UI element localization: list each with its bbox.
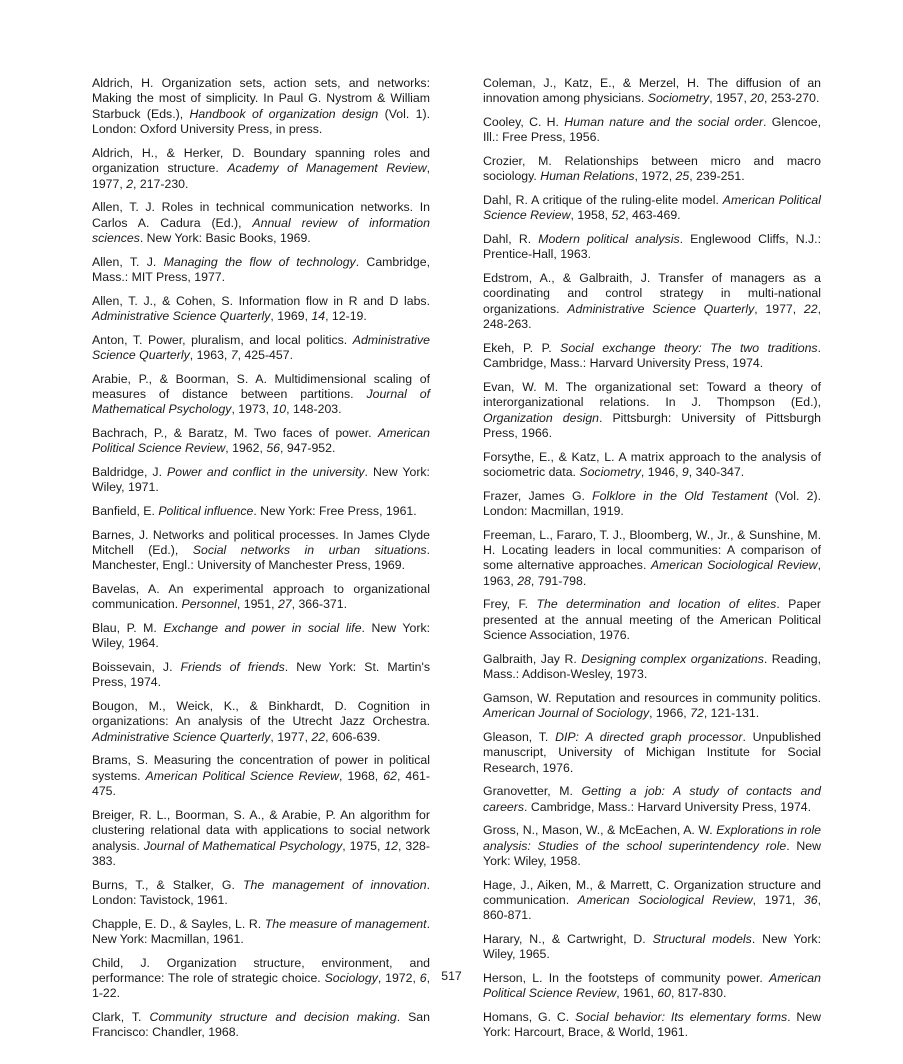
reference-text: , 253-270. (763, 91, 820, 106)
reference-text: Forsythe, E., & Katz, L. A matrix approach to the analysis of sociometric data. (483, 449, 821, 480)
reference-entry (92, 294, 430, 325)
reference-text: , 1968, (339, 768, 384, 783)
reference-italic-title: American Sociological Review (650, 558, 818, 573)
reference-entry (483, 597, 821, 643)
reference-text: Allen, T. J. Roles in technical communication networks. In Carlos A. Cadura (Ed.), (92, 200, 430, 230)
reference-text: Cooley, C. H. (483, 115, 565, 129)
reference-italic-title: Administrative Science Quarterly (92, 309, 271, 324)
reference-entry (92, 753, 430, 799)
left-reference-column (92, 76, 430, 1049)
reference-entry (483, 380, 821, 442)
reference-text: Bavelas, A. An experimental approach to organizational communication. (92, 582, 430, 612)
reference-text: , 1977, (270, 729, 312, 744)
reference-text: Herson, L. In the footsteps of community power. (483, 971, 770, 986)
reference-entry (483, 932, 821, 963)
reference-text: Evan, W. M. The organizational set: Toward a theory of interorganizational relations. In J. Thompson (Ed.), (483, 379, 821, 410)
reference-italic-title: 10 (272, 402, 287, 417)
reference-text: . Glencoe, Ill.: Free Press, 1956. (483, 115, 821, 145)
reference-text: Boissevain, J. (92, 660, 181, 675)
reference-italic-title: Folklore in the Old Testament (592, 488, 768, 503)
reference-italic-title: Power and conflict in the university (167, 465, 365, 480)
reference-text: , 1963, (189, 348, 231, 363)
reference-italic-title: Administrative Science Quarterly (567, 301, 755, 316)
reference-text: . Reading, Mass.: Addison-Wesley, 1973. (483, 651, 821, 682)
reference-text: Gleason, T. (483, 729, 556, 744)
reference-text: , 1957, (709, 91, 751, 106)
reference-italic-title: The management of innovation (242, 877, 427, 892)
reference-italic-title: Social exchange theory: The two traditions (560, 340, 818, 355)
reference-text: , 1966, (649, 706, 691, 721)
reference-italic-title: Annual review of information sciences (92, 215, 430, 246)
reference-italic-title: Personnel (181, 597, 237, 612)
reference-text: Allen, T. J., & Cohen, S. Information flow in R and D labs. (92, 293, 430, 308)
reference-text: Breiger, R. L., Boorman, S. A., & Arabie, P. An algorithm for clustering relational data with applications to social network analysis. (92, 807, 430, 853)
reference-text: Arabie, P., & Boorman, S. A. Multidimensional scaling of measures of distance between partitions. (92, 371, 430, 402)
reference-text: , 606-639. (325, 729, 381, 744)
reference-text: , 217-230. (133, 176, 189, 191)
reference-italic-title: Getting a job: A study of contacts and careers (483, 784, 821, 814)
reference-text: , 1972, (634, 169, 676, 184)
reference-text: Galbraith, Jay R. (483, 651, 582, 666)
reference-text: , 1973, (231, 402, 273, 417)
reference-italic-title: Human nature and the social order (564, 115, 764, 129)
reference-text: Granovetter, M. (483, 784, 582, 799)
reference-italic-title: 20 (750, 91, 764, 106)
reference-entry (483, 528, 821, 590)
reference-text: . New York: Free Press, 1961. (253, 504, 417, 519)
reference-text: . New York: Wiley, 1964. (92, 621, 431, 651)
reference-text: , 947-952. (280, 441, 336, 456)
reference-text: Child, J. Organization structure, environment, and performance: The role of strategic choice. (92, 955, 430, 986)
reference-text: , 12-19. (325, 309, 367, 324)
reference-text: , 1971, (752, 893, 804, 908)
reference-text: Freeman, L., Fararo, T. J., Bloomberg, W., Jr., & Sunshine, M. H. Locating leaders in local communities: A comparison of some alternative approaches. (483, 527, 821, 573)
reference-text: . Cambridge, Mass.: MIT Press, 1977. (92, 254, 430, 285)
reference-text: , 1946, (640, 465, 682, 480)
reference-entry (92, 255, 430, 286)
reference-text: , 340-347. (688, 465, 745, 480)
reference-text: . New York: Macmillan, 1961. (92, 916, 430, 947)
reference-entry (92, 1010, 430, 1041)
reference-italic-title: American Political Science Review (92, 426, 430, 456)
reference-text: , 463-469. (625, 208, 681, 223)
reference-text: Homans, G. C. (483, 1010, 576, 1025)
reference-text: (Vol. 2). London: Macmillan, 1919. (483, 488, 821, 519)
reference-text: Clark, T. (92, 1010, 150, 1025)
reference-text: (Vol. 1). London: Oxford University Press, in press. (92, 106, 431, 137)
reference-text: . London: Tavistock, 1961. (92, 877, 430, 908)
reference-text: Banfield, E. (92, 504, 159, 519)
reference-entry (483, 341, 821, 372)
reference-text: , 1972, (377, 971, 420, 986)
reference-italic-title: Sociometry (647, 91, 710, 106)
reference-text: . New York: St. Martin's Press, 1974. (92, 660, 430, 690)
right-reference-column (483, 76, 821, 1049)
reference-italic-title: American Journal of Sociology (483, 706, 650, 721)
reference-italic-title: Managing the flow of technology (163, 254, 356, 269)
reference-italic-title: Administrative Science Quarterly (92, 332, 430, 363)
reference-entry (483, 154, 821, 185)
reference-italic-title: Administrative Science Quarterly (92, 729, 271, 744)
reference-italic-title: 62 (383, 768, 397, 783)
reference-text: . Unpublished manuscript, University of Michigan Institute for Social Research, 1976. (483, 729, 821, 775)
reference-entry (483, 115, 821, 146)
reference-italic-title: 22 (311, 729, 326, 744)
reference-text: . New York: Wiley, 1958. (483, 838, 822, 869)
reference-italic-title: Structural models (652, 932, 752, 947)
reference-entry (483, 823, 821, 869)
reference-text: Coleman, J., Katz, E., & Merzel, H. The diffusion of an innovation among physicians. (483, 76, 821, 106)
reference-italic-title: Friends of friends (180, 660, 285, 675)
reference-entry (92, 582, 430, 613)
reference-italic-title: 60 (657, 986, 671, 1001)
reference-text: Chapple, E. D., & Sayles, L. R. (92, 916, 265, 931)
reference-italic-title: Modern political analysis (538, 232, 680, 246)
reference-italic-title: Social behavior: Its elementary forms (575, 1010, 788, 1025)
reference-text: , 1962, (225, 441, 267, 456)
reference-text: , 1977, (92, 161, 430, 191)
reference-text: , 148-203. (286, 402, 342, 417)
reference-text: , 1977, (754, 301, 804, 316)
reference-entry (483, 878, 821, 924)
reference-text: , 1963, (483, 558, 821, 588)
reference-entry (92, 200, 430, 246)
reference-entry (92, 372, 430, 418)
reference-text: , 1-22. (92, 971, 430, 1001)
reference-italic-title: Designing complex organizations (581, 651, 764, 666)
reference-italic-title: 25 (675, 169, 690, 184)
reference-text: , 121-131. (703, 706, 760, 721)
reference-entry (92, 528, 430, 574)
reference-text: , 791-798. (530, 573, 587, 588)
reference-text: , 1969, (270, 309, 312, 324)
reference-entry (92, 504, 430, 519)
reference-italic-title: 72 (690, 706, 704, 721)
reference-italic-title: 52 (611, 208, 626, 223)
reference-text: Edstrom, A., & Galbraith, J. Transfer of managers as a coordinating and control strategy in multi-national organizations. (483, 271, 821, 316)
reference-italic-title: Journal of Mathematical Psychology (92, 387, 430, 417)
reference-entry (92, 146, 430, 192)
reference-text: , 817-830. (671, 986, 727, 1001)
reference-italic-title: Journal of Mathematical Psychology (143, 838, 343, 853)
reference-italic-title: Academy of Management Review (227, 161, 427, 176)
reference-text: Aldrich, H., & Herker, D. Boundary spanning roles and organization structure. (92, 145, 430, 176)
reference-text: . Manchester, Engl.: University of Manchester Press, 1969. (92, 543, 430, 573)
reference-text: Frazer, James G. (483, 488, 593, 503)
reference-text: Bougon, M., Weick, K., & Binkhardt, D. Cognition in organizations: An analysis of the Utrecht Jazz Orchestra. (92, 699, 430, 729)
reference-italic-title: 2 (126, 176, 134, 191)
reference-entry (92, 660, 430, 691)
reference-entry (483, 271, 821, 333)
reference-text: , 461-475. (92, 768, 430, 799)
reference-text: Ekeh, P. P. (483, 340, 561, 355)
reference-text: Brams, S. Measuring the concentration of power in political systems. (92, 753, 430, 783)
reference-text: Gamson, W. Reputation and resources in community politics. (483, 690, 821, 705)
reference-italic-title: American Political Science Review (483, 971, 821, 1001)
reference-text: Burns, T., & Stalker, G. (92, 877, 243, 892)
reference-entry (92, 621, 430, 652)
reference-text: Crozier, M. Relationships between micro and macro sociology. (483, 154, 821, 184)
reference-text: . New York: Harcourt, Brace, & World, 1961. (483, 1010, 821, 1040)
reference-text: . New York: Wiley, 1971. (92, 465, 430, 495)
reference-entry (92, 699, 430, 745)
reference-italic-title: Handbook of organization design (189, 106, 379, 121)
reference-text: Dahl, R. (483, 232, 539, 246)
reference-italic-title: 14 (311, 309, 326, 324)
reference-text: . San Francisco: Chandler, 1968. (92, 1010, 430, 1040)
reference-text: . New York: Basic Books, 1969. (139, 231, 311, 246)
reference-text: . Cambridge, Mass.: Harvard University Press, 1974. (483, 340, 821, 371)
reference-entry (483, 784, 821, 815)
reference-italic-title: 27 (277, 597, 292, 612)
reference-text: Baldridge, J. (92, 465, 168, 480)
reference-italic-title: Organization design (483, 410, 600, 425)
reference-text: Barnes, J. Networks and political processes. In James Clyde Mitchell (Ed.), (92, 527, 430, 558)
reference-italic-title: Explorations in role analysis: Studies of the school superintendency role (483, 823, 822, 853)
reference-entry (92, 426, 430, 457)
reference-text: Bachrach, P., & Baratz, M. Two faces of power. (92, 426, 379, 441)
reference-italic-title: 36 (803, 893, 818, 908)
reference-text: , 1961, (616, 986, 658, 1001)
reference-text: . Paper presented at the annual meeting of the American Political Science Association, 1976. (483, 597, 821, 643)
reference-italic-title: Social networks in urban situations (192, 543, 427, 558)
reference-italic-title: 9 (681, 465, 689, 480)
reference-text: Gross, N., Mason, W., & McEachen, A. W. (483, 823, 717, 838)
reference-italic-title: Community structure and decision making (149, 1010, 397, 1025)
reference-text: Harary, N., & Cartwright, D. (483, 932, 653, 947)
reference-text: Blau, P. M. (92, 621, 164, 636)
reference-entry (483, 691, 821, 722)
reference-text: , 248-263. (483, 301, 821, 332)
reference-italic-title: 6 (419, 971, 427, 986)
reference-italic-title: Human Relations (540, 169, 635, 184)
reference-text: , 1975, (342, 838, 385, 853)
reference-italic-title: 12 (384, 838, 399, 853)
reference-text: Anton, T. Power, pluralism, and local politics. (92, 332, 353, 347)
reference-entry (92, 878, 430, 909)
reference-entry (483, 730, 821, 776)
reference-italic-title: Sociology (324, 971, 378, 986)
reference-italic-title: Political influence (158, 504, 254, 519)
reference-text: , 366-371. (291, 597, 348, 612)
reference-italic-title: The determination and location of elites (536, 597, 777, 612)
reference-text: , 239-251. (689, 169, 745, 184)
reference-text: , 1951, (236, 597, 278, 612)
reference-text: . Englewood Cliffs, N.J.: Prentice-Hall, 1963. (483, 232, 821, 262)
reference-entry (483, 450, 821, 481)
reference-text: , 425-457. (237, 348, 293, 363)
reference-entry (92, 465, 430, 496)
reference-text: Hage, J., Aiken, M., & Marrett, C. Organization structure and communication. (483, 877, 821, 908)
reference-text: Aldrich, H. Organization sets, action sets, and networks: Making the most of simplicity. In Paul G. Nystrom & William Starbuck (Eds.), (92, 76, 430, 121)
reference-italic-title: Exchange and power in social life (163, 621, 362, 636)
reference-text: Allen, T. J. (92, 254, 164, 269)
reference-text: . New York: Wiley, 1965. (483, 932, 821, 962)
reference-entry (483, 489, 821, 520)
reference-text: , 860-871. (483, 893, 821, 923)
reference-italic-title: 56 (266, 441, 280, 456)
reference-entry (92, 917, 430, 948)
reference-text: Dahl, R. A critique of the ruling-elite model. (483, 193, 723, 207)
reference-entry (92, 333, 430, 364)
reference-text: . Pittsburgh: University of Pittsburgh Press, 1966. (483, 410, 821, 441)
reference-entry (483, 232, 821, 263)
reference-italic-title: 22 (803, 301, 818, 316)
reference-text: , 1958, (570, 208, 612, 223)
reference-italic-title: 7 (230, 348, 238, 363)
reference-text: , 328-383. (92, 838, 430, 869)
reference-entry (92, 808, 430, 870)
reference-text: Frey, F. (483, 597, 537, 612)
reference-entry (92, 76, 430, 138)
reference-entry (483, 76, 821, 107)
reference-italic-title: 28 (517, 573, 531, 588)
reference-entry (483, 652, 821, 683)
reference-entry (483, 193, 821, 224)
reference-italic-title: American Sociological Review (577, 893, 753, 908)
reference-italic-title: American Political Science Review (145, 768, 339, 783)
reference-text: . Cambridge, Mass.: Harvard University Press, 1974. (524, 799, 812, 814)
page-number: 517 (441, 969, 462, 983)
reference-italic-title: American Political Science Review (483, 193, 822, 223)
reference-italic-title: DIP: A directed graph processor (555, 729, 743, 744)
reference-italic-title: Sociometry (579, 465, 641, 480)
reference-entry (483, 1010, 821, 1041)
reference-italic-title: The measure of management (264, 916, 427, 931)
